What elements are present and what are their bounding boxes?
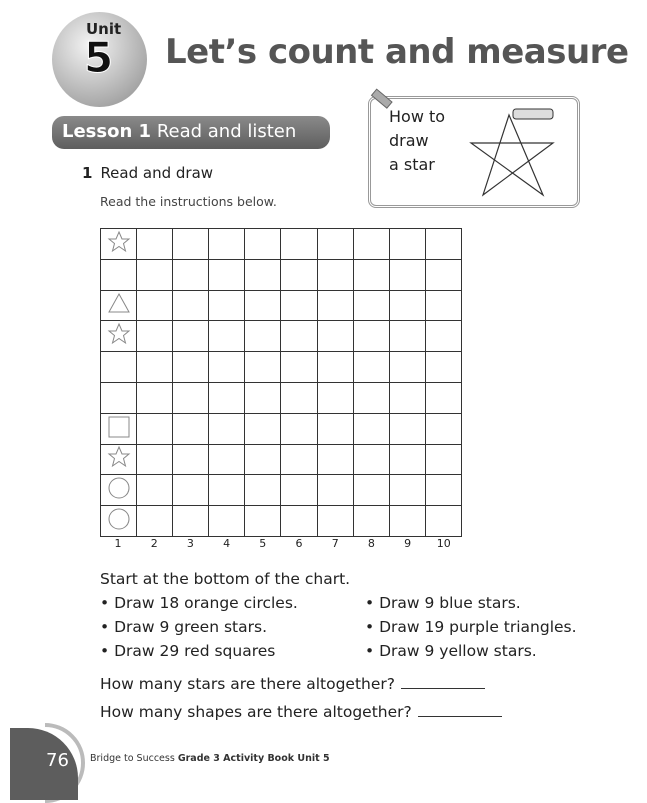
grid-cell[interactable] — [209, 506, 245, 537]
grid-cell[interactable] — [317, 382, 353, 413]
question-stars: How many stars are there altogether? — [100, 675, 395, 693]
grid-cell[interactable] — [281, 229, 317, 260]
answer-blank[interactable] — [418, 716, 502, 717]
task-intro: Start at the bottom of the chart. — [100, 570, 351, 588]
howto-line: How to — [389, 107, 446, 126]
grid-cell[interactable] — [281, 290, 317, 321]
grid-cell[interactable] — [209, 321, 245, 352]
grid-cell[interactable] — [137, 290, 173, 321]
grid-cell[interactable] — [425, 290, 461, 321]
grid-row — [101, 352, 462, 383]
grid-cell[interactable] — [353, 506, 389, 537]
grid-cell[interactable] — [209, 444, 245, 475]
grid-cell[interactable] — [317, 290, 353, 321]
grid-cell[interactable] — [281, 444, 317, 475]
pencil-corner-icon — [368, 86, 394, 112]
grid-cell[interactable] — [389, 475, 425, 506]
grid-cell[interactable] — [101, 321, 137, 352]
triangle-icon — [107, 291, 131, 315]
unit-label: Unit — [86, 20, 122, 38]
task-item: Draw 18 orange circles. — [114, 594, 298, 612]
howto-line: draw — [389, 131, 429, 150]
lesson-banner — [52, 116, 330, 149]
grid-cell[interactable] — [209, 413, 245, 444]
grid-cell[interactable] — [173, 290, 209, 321]
grid-cell[interactable] — [281, 506, 317, 537]
exercise-number: 1 — [82, 164, 93, 182]
grid-cell[interactable] — [425, 382, 461, 413]
grid-cell[interactable] — [245, 321, 281, 352]
task-item: Draw 9 blue stars. — [379, 594, 521, 612]
grid-cell[interactable] — [281, 413, 317, 444]
grid-cell[interactable] — [173, 506, 209, 537]
grid-cell[interactable] — [353, 352, 389, 383]
grid-cell[interactable] — [209, 290, 245, 321]
column-label: 6 — [295, 537, 303, 550]
grid-cell[interactable] — [245, 290, 281, 321]
grid-cell[interactable] — [137, 259, 173, 290]
exercise-title: Read and draw — [100, 164, 214, 182]
column-label: 10 — [436, 537, 451, 550]
page-number: 76 — [46, 750, 69, 771]
grid-cell[interactable] — [425, 321, 461, 352]
column-label: 3 — [186, 537, 194, 550]
grid-cell[interactable] — [245, 413, 281, 444]
grid-cell[interactable] — [173, 259, 209, 290]
column-label: 2 — [150, 537, 158, 550]
grid-row — [101, 444, 462, 475]
task-item: Draw 9 green stars. — [114, 618, 267, 636]
grid-cell[interactable] — [101, 444, 137, 475]
grid-cell[interactable] — [281, 382, 317, 413]
grid-cell[interactable] — [209, 352, 245, 383]
grid-cell[interactable] — [173, 475, 209, 506]
circle-icon — [107, 507, 131, 531]
grid-cell[interactable] — [101, 352, 137, 383]
grid-cell[interactable] — [173, 413, 209, 444]
column-label: 7 — [331, 537, 339, 550]
grid-cell[interactable] — [389, 321, 425, 352]
grid-cell[interactable] — [281, 475, 317, 506]
grid-cell[interactable] — [245, 444, 281, 475]
howto-line: a star — [389, 155, 435, 174]
answer-blank[interactable] — [401, 688, 485, 689]
drawing-grid — [100, 228, 462, 537]
column-label: 4 — [223, 537, 231, 550]
grid-cell[interactable] — [317, 475, 353, 506]
grid-cell[interactable] — [281, 352, 317, 383]
footer-book: Grade 3 Activity Book Unit 5 — [177, 753, 330, 764]
column-label: 5 — [259, 537, 267, 550]
exercise-heading — [82, 164, 213, 182]
grid-cell[interactable] — [173, 444, 209, 475]
page-title: Let’s count and measure — [165, 32, 629, 72]
grid-row — [101, 382, 462, 413]
grid-cell[interactable] — [137, 413, 173, 444]
grid-cell[interactable] — [389, 382, 425, 413]
star-diagram-icon — [461, 107, 571, 202]
grid-cell[interactable] — [101, 229, 137, 260]
grid-cell[interactable] — [173, 382, 209, 413]
grid-cell[interactable] — [173, 229, 209, 260]
grid-cell[interactable] — [245, 475, 281, 506]
grid-cell[interactable] — [101, 382, 137, 413]
grid-cell[interactable] — [353, 290, 389, 321]
star-icon — [107, 445, 131, 469]
square-icon — [107, 415, 131, 439]
task-item: Draw 9 yellow stars. — [379, 642, 537, 660]
exercise-instruction: Read the instructions below. — [100, 194, 277, 209]
grid-cell[interactable] — [425, 229, 461, 260]
grid-cell[interactable] — [245, 352, 281, 383]
grid-cell[interactable] — [353, 382, 389, 413]
grid-cell[interactable] — [137, 475, 173, 506]
grid-cell[interactable] — [389, 413, 425, 444]
grid-cell[interactable] — [353, 444, 389, 475]
grid-cell[interactable] — [281, 259, 317, 290]
grid-cell[interactable] — [317, 321, 353, 352]
grid-cell[interactable] — [101, 413, 137, 444]
grid-cell[interactable] — [209, 259, 245, 290]
grid-cell[interactable] — [317, 259, 353, 290]
task-instructions: Start at the bottom of the chart. • Draw 18 orange circles. • Draw 9 blue stars. • Draw 9 green stars. • Draw 19 purple triangles. • Draw 29 red squares • Draw 9 yellow stars. — [100, 567, 577, 663]
grid-cell[interactable] — [209, 229, 245, 260]
grid-cell[interactable] — [317, 444, 353, 475]
grid-cell[interactable] — [425, 444, 461, 475]
grid-cell[interactable] — [389, 290, 425, 321]
grid-cell[interactable] — [389, 229, 425, 260]
grid-cell[interactable] — [353, 413, 389, 444]
how-to-draw-star-box — [368, 96, 580, 208]
grid-cell[interactable] — [245, 382, 281, 413]
grid-cell[interactable] — [317, 229, 353, 260]
task-item: Draw 19 purple triangles. — [379, 618, 577, 636]
grid-cell[interactable] — [209, 382, 245, 413]
grid-cell[interactable] — [353, 321, 389, 352]
grid-cell[interactable] — [137, 352, 173, 383]
grid-cell[interactable] — [281, 321, 317, 352]
task-item: Draw 29 red squares — [114, 642, 276, 660]
star-icon — [107, 322, 131, 346]
grid-cell[interactable] — [425, 352, 461, 383]
grid-cell[interactable] — [353, 259, 389, 290]
column-label: 8 — [367, 537, 375, 550]
grid-cell[interactable] — [389, 352, 425, 383]
grid-cell[interactable] — [389, 259, 425, 290]
grid-cell[interactable] — [137, 321, 173, 352]
footer-series: Bridge to Success — [90, 753, 178, 764]
grid-row — [101, 506, 462, 537]
grid-cell[interactable] — [245, 229, 281, 260]
grid-cell[interactable] — [137, 229, 173, 260]
grid-cell[interactable] — [353, 229, 389, 260]
grid-row — [101, 413, 462, 444]
lesson-number: Lesson 1 — [62, 121, 152, 142]
grid-cell[interactable] — [209, 475, 245, 506]
grid-cell[interactable] — [101, 506, 137, 537]
grid-cell[interactable] — [101, 475, 137, 506]
pencil-icon — [513, 109, 553, 119]
grid-cell[interactable] — [137, 382, 173, 413]
grid-cell[interactable] — [389, 444, 425, 475]
grid-cell[interactable] — [389, 506, 425, 537]
grid-cell[interactable] — [137, 444, 173, 475]
grid-cell[interactable] — [425, 475, 461, 506]
grid-cell[interactable] — [173, 321, 209, 352]
grid-cell[interactable] — [425, 413, 461, 444]
grid-cell[interactable] — [425, 506, 461, 537]
column-label: 1 — [114, 537, 122, 550]
grid-cell[interactable] — [353, 475, 389, 506]
grid-cell[interactable] — [173, 352, 209, 383]
grid-cell[interactable] — [101, 290, 137, 321]
grid-row — [101, 475, 462, 506]
grid-cell[interactable] — [137, 506, 173, 537]
grid-cell[interactable] — [245, 259, 281, 290]
grid-cell[interactable] — [101, 259, 137, 290]
grid-row — [101, 259, 462, 290]
question-shapes: How many shapes are there altogether? — [100, 703, 412, 721]
circle-icon — [107, 476, 131, 500]
questions — [100, 670, 502, 726]
grid-cell[interactable] — [317, 413, 353, 444]
star-icon — [107, 230, 131, 254]
lesson-title: Read and listen — [156, 121, 297, 142]
grid-row — [101, 229, 462, 260]
grid-row — [101, 290, 462, 321]
grid-cell[interactable] — [245, 506, 281, 537]
grid-cell[interactable] — [425, 259, 461, 290]
column-label: 9 — [404, 537, 412, 550]
unit-number: 5 — [84, 33, 114, 82]
footer-text — [90, 753, 330, 764]
grid-row — [101, 321, 462, 352]
grid-cell[interactable] — [317, 506, 353, 537]
grid-cell[interactable] — [317, 352, 353, 383]
